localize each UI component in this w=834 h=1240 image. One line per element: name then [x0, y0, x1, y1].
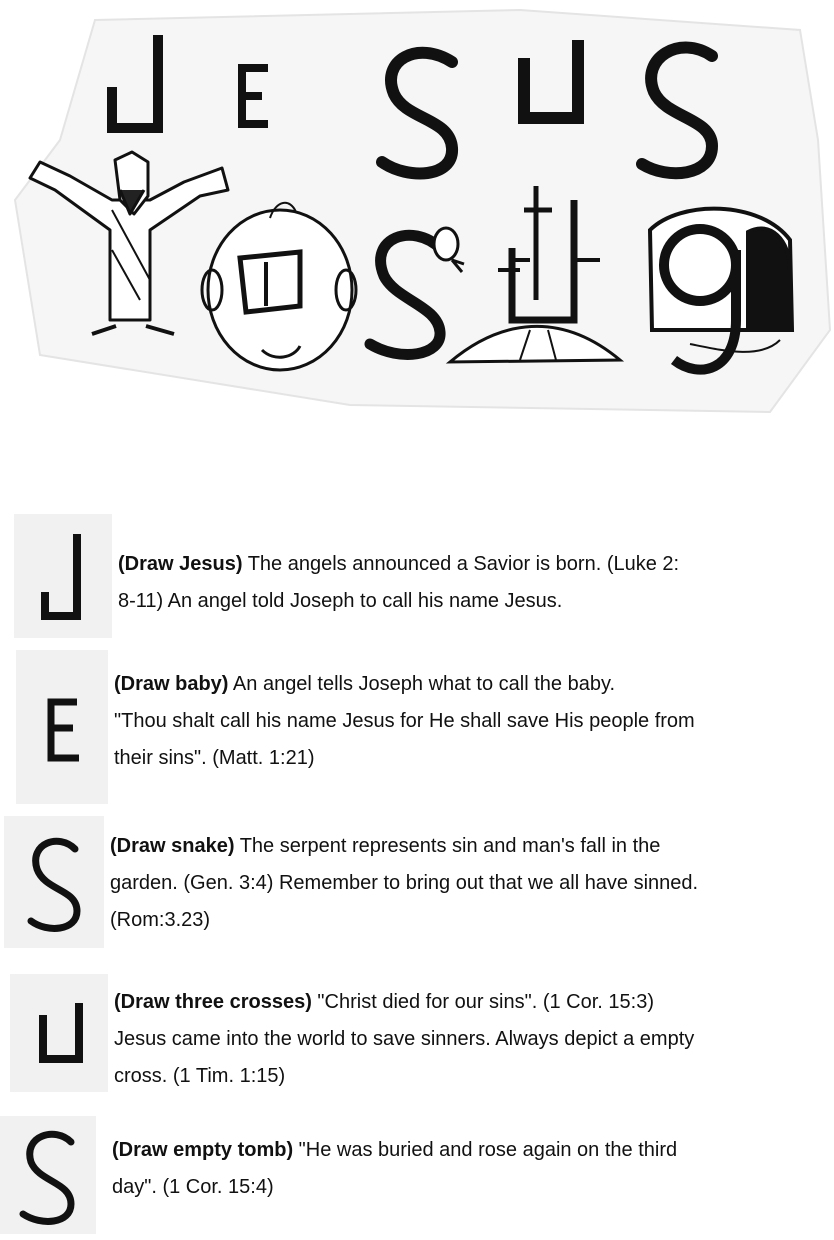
item-text — [118, 546, 818, 620]
item-line: 8-11) An angel told Joseph to call his name Jesus. — [118, 590, 563, 612]
item-bold-label: (Draw three crosses) — [114, 991, 312, 1013]
letter-tile-s — [4, 816, 104, 948]
letter-row-u — [0, 974, 834, 1092]
item-text — [114, 984, 826, 1095]
item-bold-label: (Draw Jesus) — [118, 553, 243, 575]
hero-drawing — [0, 0, 834, 420]
letter-tile-e — [16, 650, 108, 804]
letter-s2-glyph — [13, 1122, 83, 1228]
letter-row-s2 — [0, 1116, 834, 1234]
item-line: Jesus came into the world to save sinners. Always depict a empty — [114, 1028, 695, 1050]
item-line: cross. (1 Tim. 1:15) — [114, 1065, 286, 1087]
item-text — [114, 666, 824, 777]
item-text — [110, 828, 826, 939]
item-text — [112, 1132, 824, 1206]
letter-u-glyph — [29, 993, 89, 1073]
item-line: An angel tells Joseph what to call the baby. — [228, 673, 616, 695]
item-bold-label: (Draw baby) — [114, 673, 229, 695]
item-bold-label: (Draw empty tomb) — [112, 1139, 294, 1161]
hero-illustration — [0, 0, 834, 420]
item-line: "He was buried and rose again on the third — [293, 1139, 678, 1161]
letter-j-glyph — [33, 526, 93, 626]
item-line: garden. (Gen. 3:4) Remember to bring out that we all have sinned. — [110, 872, 699, 894]
item-line: day". (1 Cor. 15:4) — [112, 1176, 274, 1198]
letter-tile-j — [14, 514, 112, 638]
item-line: "Thou shalt call his name Jesus for He shall save His people from — [114, 710, 695, 732]
letter-tile-u — [10, 974, 108, 1092]
item-line: The angels announced a Savior is born. (Luke 2: — [242, 553, 680, 575]
letter-row-e — [0, 650, 834, 804]
letter-row-s — [0, 816, 834, 948]
item-bold-label: (Draw snake) — [110, 835, 235, 857]
item-line: "Christ died for our sins". (1 Cor. 15:3) — [311, 991, 654, 1013]
letter-tile-s2 — [0, 1116, 96, 1234]
item-line: The serpent represents sin and man's fall in the — [234, 835, 661, 857]
letter-e-glyph — [37, 682, 87, 772]
item-line: their sins". (Matt. 1:21) — [114, 747, 315, 769]
letter-s-glyph — [19, 827, 89, 937]
item-line: (Rom:3.23) — [110, 909, 211, 931]
letter-row-j — [0, 514, 834, 638]
